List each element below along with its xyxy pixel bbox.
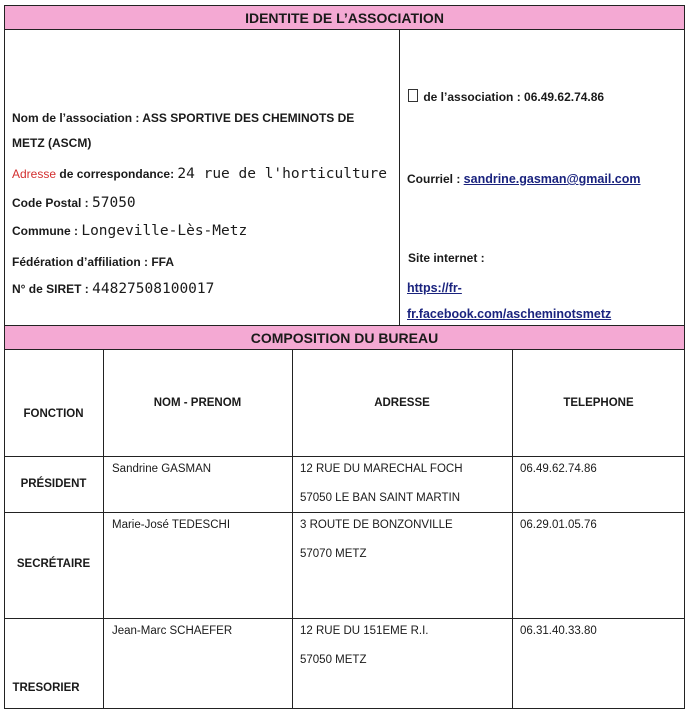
email: Courriel : sandrine.gasman@gmail.com — [407, 172, 641, 186]
row-divider-header — [4, 456, 685, 457]
association-phone: de l’association : 06.49.62.74.86 — [408, 88, 604, 106]
table-row-telephone: 06.29.01.05.76 — [520, 519, 597, 531]
identity-header — [4, 5, 685, 30]
table-row-fonction: PRÉSIDENT — [20, 478, 87, 490]
federation: Fédération d’affiliation : FFA — [12, 255, 175, 269]
association-name-line1: Nom de l’association : ASS SPORTIVE DES CHEMINOTS DE — [12, 111, 355, 125]
bureau-header-text: COMPOSITION DU BUREAU — [250, 329, 439, 346]
website-link-line2[interactable] — [407, 305, 611, 323]
identity-header-text: IDENTITE DE L’ASSOCIATION — [245, 9, 444, 26]
siret: N° de SIRET : 44827508100017 — [12, 281, 215, 297]
bureau-header — [4, 325, 685, 350]
col-header-telephone: TELEPHONE — [563, 397, 634, 409]
table-row-adresse2: 57050 LE BAN SAINT MARTIN — [300, 492, 461, 504]
table-row-adresse1: 3 ROUTE DE BONZONVILLE — [300, 519, 453, 531]
table-row-nom: Sandrine GASMAN — [112, 463, 212, 475]
table-row-adresse1: 12 RUE DU MARECHAL FOCH — [300, 463, 463, 475]
table-row-adresse1: 12 RUE DU 151EME R.I. — [300, 625, 429, 637]
website-link-line1[interactable] — [407, 279, 462, 297]
correspondence-address: Adresse de correspondance: 24 rue de l'horticulture — [12, 166, 387, 182]
col-header-adresse: ADRESSE — [374, 397, 430, 409]
table-row-fonction: SECRÉTAIRE — [16, 558, 91, 570]
col-header-nom: NOM - PRENOM — [153, 397, 242, 409]
identity-divider — [399, 30, 400, 325]
table-row-adresse2: 57050 METZ — [300, 654, 367, 666]
row-divider-1 — [4, 512, 685, 513]
row-divider-2 — [4, 618, 685, 619]
phone-icon — [408, 89, 418, 102]
association-name-line2: METZ (ASCM) — [12, 136, 92, 150]
email-link[interactable]: sandrine.gasman@gmail.com — [463, 172, 641, 186]
commune: Commune : Longeville-Lès-Metz — [12, 223, 248, 239]
table-row-nom: Marie-José TEDESCHI — [112, 519, 231, 531]
table-row-adresse2: 57070 METZ — [300, 548, 367, 560]
postal-code: Code Postal : 57050 — [12, 195, 136, 211]
col-header-fonction: FONCTION — [23, 408, 84, 420]
website-link-cont[interactable]: fr.facebook.com/ascheminotsmetz — [407, 307, 612, 321]
table-row-telephone: 06.49.62.74.86 — [520, 463, 597, 475]
table-row-telephone: 06.31.40.33.80 — [520, 625, 597, 637]
table-row-nom: Jean-Marc SCHAEFER — [112, 625, 233, 637]
table-row-fonction: TRESORIER — [12, 682, 80, 694]
website-label: Site internet : — [408, 251, 485, 265]
website-link[interactable]: https://fr- — [407, 281, 462, 295]
